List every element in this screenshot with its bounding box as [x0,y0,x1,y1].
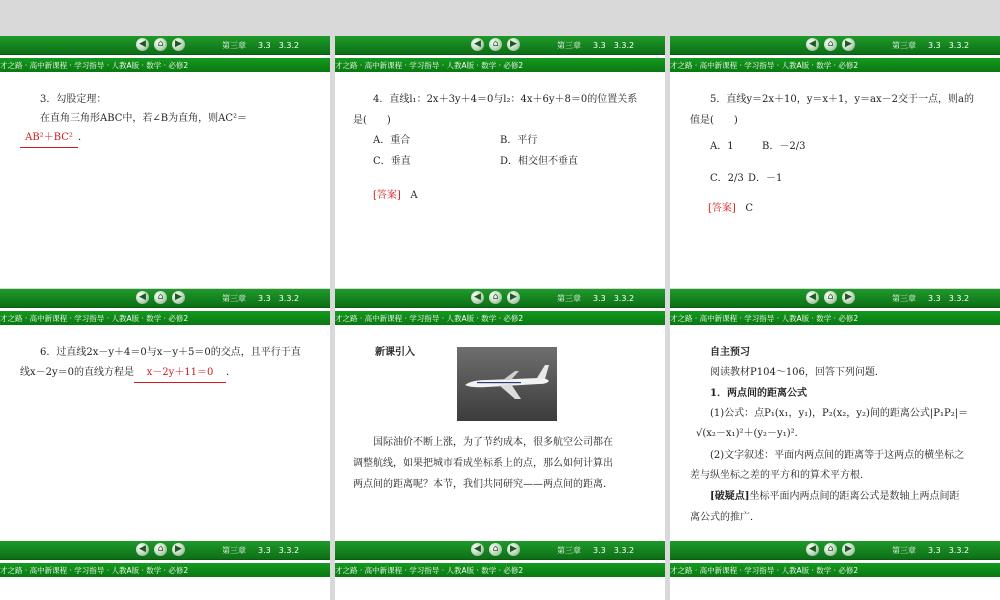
tip-line-2: 离公式的推广． [690,512,760,523]
subtitle-text: 才之路 · 高中新课程 · 学习指导 · 人教A版 · 数学 · 必修2 [670,314,859,323]
chapter-label: 第三章 [557,41,581,50]
slide-partial-1 [0,541,330,600]
slide-pythagorean [0,36,330,288]
subtitle-bar [335,311,665,325]
chapter-label: 第三章 [892,546,916,555]
chapter-label: 第三章 [222,41,246,50]
top-nav-bar [670,289,1000,308]
option-a: A．1 [710,141,734,152]
tip-tag: [破疑点] [710,491,750,502]
section-title: 新课引入 [375,347,415,358]
top-nav-bar [335,36,665,55]
top-nav-bar [0,541,330,560]
home-button[interactable]: ⌂ [489,38,502,51]
top-nav-bar [0,289,330,308]
next-button[interactable]: ▶ [172,543,185,556]
option-c: C．垂直 [373,156,411,167]
subtitle-bar [670,58,1000,72]
next-button[interactable]: ▶ [172,291,185,304]
reading-instruction: 阅读教材P104～106，回答下列问题． [710,367,885,378]
subtitle-text: 才之路 · 高中新课程 · 学习指导 · 人教A版 · 数学 · 必修2 [335,61,524,70]
prev-button[interactable]: ◀ [806,543,819,556]
airplane-image [457,347,557,421]
subtitle-bar [335,58,665,72]
top-nav-bar [670,541,1000,560]
prev-button[interactable]: ◀ [136,38,149,51]
section-label: 3.3 3.3.2 [593,546,635,555]
formula-line-1: (1)公式：点P₁(x₁，y₁)，P₂(x₂，y₂)间的距离公式|P₁P₂|＝ [710,408,969,419]
next-button[interactable]: ▶ [842,38,855,51]
subtitle-text: 才之路 · 高中新课程 · 学习指导 · 人教A版 · 数学 · 必修2 [335,314,524,323]
subtitle-text: 才之路 · 高中新课程 · 学习指导 · 人教A版 · 数学 · 必修2 [670,566,859,575]
option-c: C．2/3 [710,173,744,184]
prev-button[interactable]: ◀ [806,291,819,304]
description-line-1: (2)文字叙述：平面内两点间的距离等于这两点的横坐标之 [710,450,965,461]
intro-para-1: 国际油价不断上涨，为了节约成本，很多航空公司都在 [373,437,613,448]
slide-intersect-lines [670,36,1000,288]
subtitle-bar [0,58,330,72]
question-text: 6．过直线2x－y＋4＝0与x－y＋5＝0的交点，且平行于直 [40,347,301,358]
home-button[interactable]: ⌂ [154,38,167,51]
chapter-label: 第三章 [557,294,581,303]
answer-text: x－2y＋11＝0 [134,363,226,383]
prev-button[interactable]: ◀ [136,291,149,304]
question-text: 5．直线y＝2x＋10，y＝x＋1，y＝ax－2交于一点，则a的 [710,94,974,105]
tip-text: 坐标平面内两点间的距离公式是数轴上两点间距 [749,491,960,502]
question-text: 4．直线l₁：2x＋3y＋4＝0与l₂：4x＋6y＋8＝0的位置关系 [373,94,638,105]
answer-row [708,199,753,218]
answer-text: AB²＋BC² [20,128,78,148]
answer-text: C [745,203,754,214]
top-nav-bar [335,541,665,560]
home-button[interactable]: ⌂ [824,291,837,304]
home-button[interactable]: ⌂ [824,543,837,556]
next-button[interactable]: ▶ [507,543,520,556]
chapter-label: 第三章 [892,294,916,303]
subtitle-bar [0,311,330,325]
home-button[interactable]: ⌂ [489,543,502,556]
slide-partial-2 [335,541,665,600]
section-title: 自主预习 [710,347,750,358]
option-b: B．－2/3 [762,141,806,152]
option-b: B．平行 [500,135,538,146]
intro-para-2: 调整航线，如果把城市看成坐标系上的点，那么如何计算出 [353,458,613,469]
question-text-2: 线x－2y＝0的直线方程是 [20,367,135,378]
chapter-label: 第三章 [222,294,246,303]
subtitle-bar [670,311,1000,325]
section-label: 3.3 3.3.2 [258,546,300,555]
home-button[interactable]: ⌂ [154,543,167,556]
prev-button[interactable]: ◀ [806,38,819,51]
subtitle-bar [670,563,1000,577]
option-a: A．重合 [373,135,411,146]
home-button[interactable]: ⌂ [154,291,167,304]
section-label: 3.3 3.3.2 [928,41,970,50]
subtitle-text: 才之路 · 高中新课程 · 学习指导 · 人教A版 · 数学 · 必修2 [0,566,189,575]
section-label: 3.3 3.3.2 [258,41,300,50]
subtitle-bar [335,563,665,577]
top-nav-bar [670,36,1000,55]
home-button[interactable]: ⌂ [489,291,502,304]
question-title: 3．勾股定理： [40,94,107,105]
next-button[interactable]: ▶ [842,543,855,556]
answer-tag: [答案] [708,203,736,214]
top-nav-bar [0,36,330,55]
section-label: 3.3 3.3.2 [593,294,635,303]
answer-row [373,186,418,205]
answer-row [20,363,236,383]
chapter-label: 第三章 [892,41,916,50]
formula-line-2: √(x₂－x₁)²＋(y₂－y₁)²． [696,428,805,439]
next-button[interactable]: ▶ [507,291,520,304]
description-line-2: 差与纵坐标之差的平方和的算术平方根． [690,470,870,481]
intro-para-3: 两点间的距离呢？本节，我们共同研究——两点间的距离． [353,479,613,490]
subtitle-text: 才之路 · 高中新课程 · 学习指导 · 人教A版 · 数学 · 必修2 [335,566,524,575]
answer-row [20,128,88,148]
slide-line-relation [335,36,665,288]
subtitle-text: 才之路 · 高中新课程 · 学习指导 · 人教A版 · 数学 · 必修2 [670,61,859,70]
prev-button[interactable]: ◀ [471,291,484,304]
answer-tail: ． [78,132,88,143]
section-label: 3.3 3.3.2 [593,41,635,50]
prev-button[interactable]: ◀ [471,38,484,51]
formula-heading: 1．两点间的距离公式 [710,388,807,399]
top-nav-bar [335,289,665,308]
tip-line-1 [710,487,959,506]
chapter-label: 第三章 [557,546,581,555]
slide-line-equation [0,289,330,541]
prev-button[interactable]: ◀ [471,543,484,556]
option-d: D．－1 [748,173,783,184]
home-button[interactable]: ⌂ [824,38,837,51]
answer-tail: ． [226,367,237,378]
question-text-2: 值是( ) [690,115,738,126]
slide-partial-3 [670,541,1000,600]
question-text-2: 是( ) [353,115,391,126]
section-label: 3.3 3.3.2 [928,294,970,303]
question-text: 在直角三角形ABC中，若∠B为直角，则AC²＝ [40,113,248,124]
option-d: D．相交但不垂直 [500,156,579,167]
section-label: 3.3 3.3.2 [258,294,300,303]
chapter-label: 第三章 [222,546,246,555]
slide-new-lesson [335,289,665,541]
subtitle-bar [0,563,330,577]
answer-tag: [答案] [373,190,401,201]
slide-self-study [670,289,1000,541]
next-button[interactable]: ▶ [172,38,185,51]
next-button[interactable]: ▶ [507,38,520,51]
section-label: 3.3 3.3.2 [928,546,970,555]
answer-text: A [410,190,418,201]
next-button[interactable]: ▶ [842,291,855,304]
prev-button[interactable]: ◀ [136,543,149,556]
subtitle-text: 才之路 · 高中新课程 · 学习指导 · 人教A版 · 数学 · 必修2 [0,61,189,70]
subtitle-text: 才之路 · 高中新课程 · 学习指导 · 人教A版 · 数学 · 必修2 [0,314,189,323]
